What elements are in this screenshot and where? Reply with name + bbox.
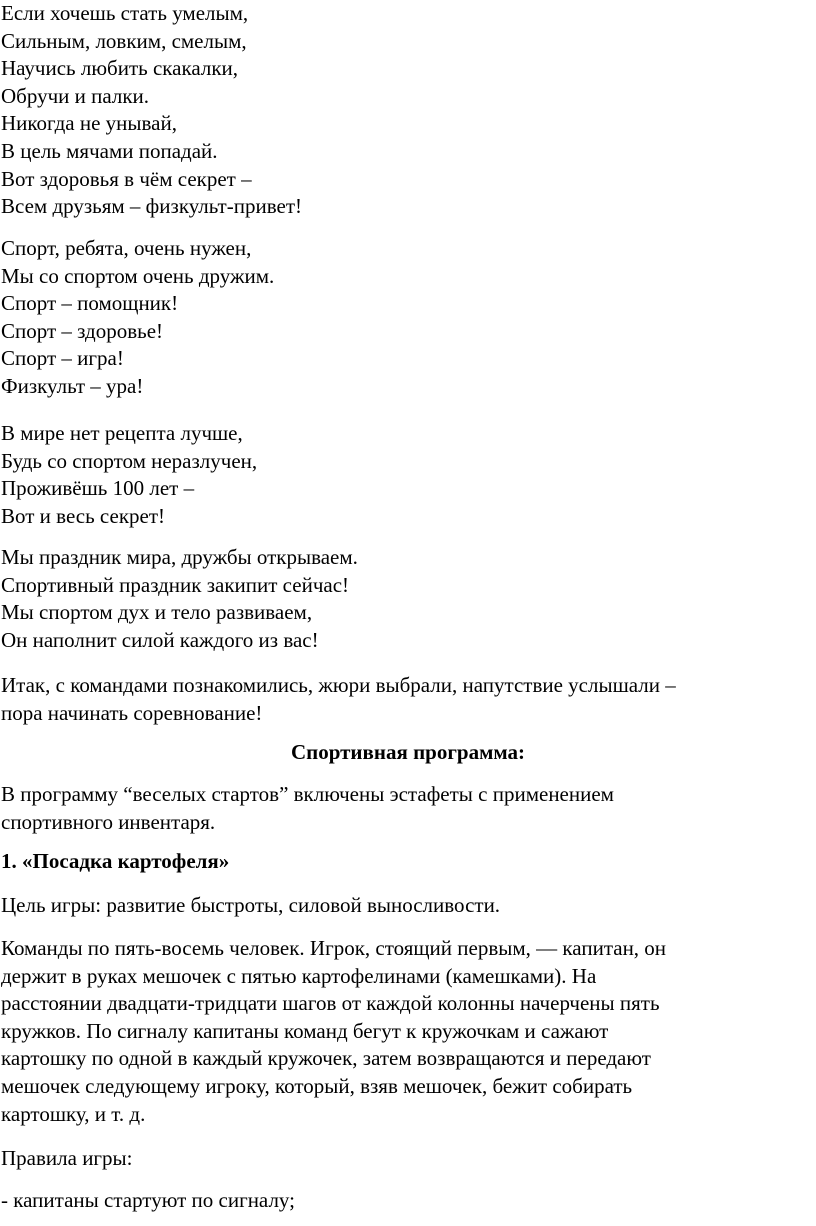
paragraph-line: Итак, с командами познакомились, жюри выбрали, напутствие услышали – xyxy=(1,673,676,697)
poem-line: Вот здоровья в чём секрет – xyxy=(1,166,252,191)
poem-stanza-2 xyxy=(1,235,801,401)
poem-line: Никогда не унывай, xyxy=(1,111,177,136)
paragraph-line: держит в руках мешочек с пятью картофелинами (камешками). На xyxy=(1,963,597,988)
poem-line: Мы праздник мира, дружбы открываем. xyxy=(1,545,358,569)
paragraph-line: В программу “веселых стартов” включены эстафеты с применением xyxy=(1,782,614,806)
poem-line: В цель мячами попадай. xyxy=(1,138,218,163)
paragraph-line: картошку, и т. д. xyxy=(1,1101,146,1126)
poem-line: Физкульт – ура! xyxy=(1,373,144,398)
poem-line: Научись любить скакалки, xyxy=(1,56,239,81)
intro-paragraph xyxy=(1,672,801,727)
rules-list xyxy=(1,1187,801,1215)
game-title: 1. «Посадка картофеля» xyxy=(1,849,230,873)
poem-line: Спорт, ребята, очень нужен, xyxy=(1,236,252,260)
poem-stanza-3 xyxy=(1,420,801,530)
paragraph-line: расстоянии двадцати-тридцати шагов от каждой колонны начерчены пять xyxy=(1,991,660,1016)
paragraph-line: спортивного инвентаря. xyxy=(1,809,216,834)
poem-line: Если хочешь стать умелым, xyxy=(1,1,249,25)
section-heading: Спортивная программа: xyxy=(290,740,526,764)
poem-line: Сильным, ловким, смелым, xyxy=(1,28,247,53)
paragraph-line: кружков. По сигналу капитаны команд бегут к кружочкам и сажают xyxy=(1,1018,609,1043)
paragraph-line: Команды по пять-восемь человек. Игрок, стоящий первым, — капитан, он xyxy=(1,936,667,960)
poem-line: Проживёшь 100 лет – xyxy=(1,476,195,501)
paragraph-line: мешочек следующему игроку, который, взяв мешочек, бежит собирать xyxy=(1,1073,633,1098)
paragraph-line: пора начинать соревнование! xyxy=(1,700,263,725)
poem-line: Спорт – игра! xyxy=(1,346,124,371)
poem-line: Обручи и палки. xyxy=(1,83,150,108)
paragraph-line: картошку по одной в каждый кружочек, затем возвращаются и передают xyxy=(1,1046,651,1071)
poem-line: Будь со спортом неразлучен, xyxy=(1,448,258,473)
game-goal: Цель игры: развитие быстроты, силовой выносливости. xyxy=(1,893,501,917)
poem-line: Мы со спортом очень дружим. xyxy=(1,263,275,288)
program-paragraph xyxy=(1,781,801,836)
rules-label: Правила игры: xyxy=(1,1146,133,1170)
poem-line: В мире нет рецепта лучше, xyxy=(1,421,243,445)
poem-line: Спорт – помощник! xyxy=(1,291,179,316)
poem-line: Всем друзьям – физкульт-привет! xyxy=(1,194,302,219)
poem-line: Спорт – здоровье! xyxy=(1,318,164,343)
poem-line: Спортивный праздник закипит сейчас! xyxy=(1,572,350,597)
poem-line: Мы спортом дух и тело развиваем, xyxy=(1,600,313,625)
game-description xyxy=(1,935,801,1128)
poem-stanza-4 xyxy=(1,544,801,654)
rule-item: - капитаны стартуют по сигналу; xyxy=(1,1188,295,1212)
poem-line: Вот и весь секрет! xyxy=(1,503,166,528)
poem-line: Он наполнит силой каждого из вас! xyxy=(1,627,319,652)
poem-stanza-1 xyxy=(1,0,801,221)
